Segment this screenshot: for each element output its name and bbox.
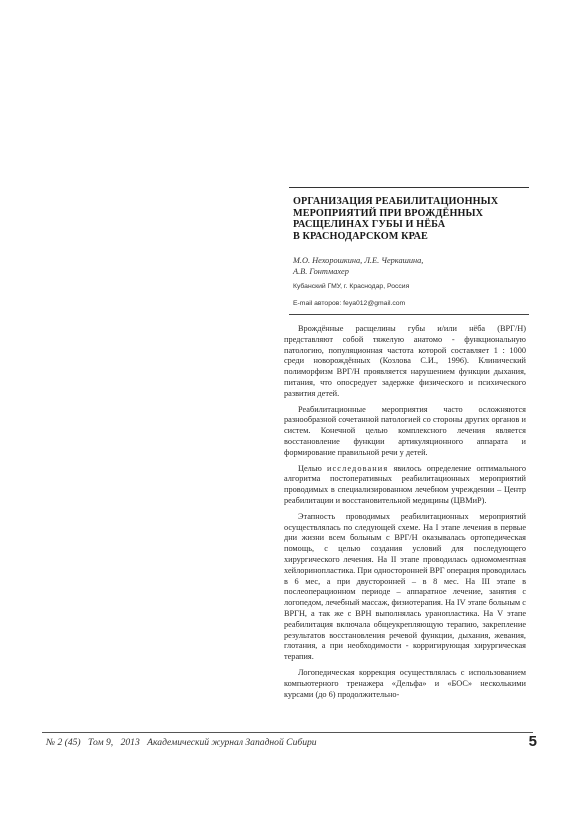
authors-line: А.В. Гонтмахер [293,266,349,276]
title-top-rule [289,187,529,188]
footer-issue: № 2 (45) [46,737,81,748]
title-line: МЕРОПРИЯТИЙ ПРИ ВРОЖДЁННЫХ [293,207,484,219]
title-line: ОРГАНИЗАЦИЯ РЕАБИЛИТАЦИОННЫХ [293,196,499,207]
authors-line: М.О. Нехорошкина, Л.Е. Черкашина, [293,256,424,265]
article-title [293,196,533,243]
article-authors [293,256,533,277]
footer-journal: Академический журнал Западной Сибири [147,737,317,748]
footer-rule [42,732,533,733]
journal-footer [46,737,466,749]
body-paragraph [284,464,526,507]
author-email: E-mail авторов: feya012@gmail.com [293,300,406,307]
page-number: 5 [528,733,537,750]
footer-year: 2013 [120,737,140,748]
article-body [284,324,526,705]
aim-lead: Целью [298,463,322,473]
aim-keyword: исследования [326,463,389,473]
body-paragraph: Врождённые расщелины губы и/или нёба (ВРГ/Н) представляют собой тяжелую анатомо - функциональную патологию, популяционная частота которой составляет 1 : 1000 среди новорождённых (Козлова С.И., 1996). Клинический полиморфизм ВРГ/Н проявляется нарушением функции дыхания, питания, что опосредует задержке физического и психического развития детей. [284,324,526,398]
body-paragraph: Этапность проводимых реабилитационных мероприятий осуществлялась по следующей схеме. На I этапе лечения в первые дни жизни всем больным с ВРГ/Н оказывалась ортопедическая помощь, с целью создания условий для последующего хирургического лечения. На II этапе проводилась одномоментная хейлоринопластика. При односторонней ВРГ операция проводилась в 6 мес, а при двусторонней – в 8 мес. На III этапе в послеоперационном периоде – аппаратное лечение, занятия с логопедом, лечебный массаж, физиотерапия. На IV этапе больным с ВРГН, а так же с ВРН выполнялась уранопластика. На V этапе реабилитация включала общеукрепляющую терапию, закрепление результатов восстановления речевой функции, дыхания, жевания, глотания, а при необходимости - корригирующая хирургическая терапия. [284,511,526,662]
body-paragraph: Реабилитационные мероприятия часто осложняются разнообразной сочетанной патологией со стороны других органов и систем. Конечной целью комплексного лечения является восстановление функции артикуляционного аппарата и формирование правильной речи у детей. [284,404,526,457]
footer-volume: Том 9, [88,737,114,748]
author-affiliation: Кубанский ГМУ, г. Краснодар, Россия [293,283,410,290]
body-paragraph: Логопедическая коррекция осуществлялась с использованием компьютерного тренажера «Дельфа» и «БОС» несколькими курсами (до 6) продолжительно- [284,667,526,699]
title-line: В КРАСНОДАРСКОМ КРАЕ [293,231,428,243]
title-line: РАСЩЕЛИНАХ ГУБЫ И НЁБА [293,219,446,231]
header-bottom-rule [289,314,529,315]
aim-text: явилось определение оптимального алгоритма постоперативных реабилитационных мероприятий проводимых в специализированном лечебном учреждении – Центр реабилитации и восстановительной медицины (ЦВМиР). [284,463,527,505]
